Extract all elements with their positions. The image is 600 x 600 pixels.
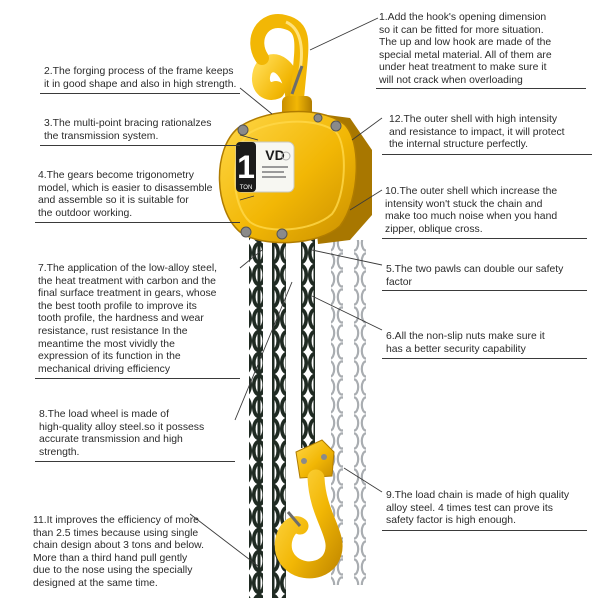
annotation-9-underline: [382, 530, 587, 531]
model-name: VD: [265, 147, 285, 163]
annotation-4: 4.The gears become trigonometry model, which is easier to disassemble and assemble so it is suitable for the outdoor working.: [38, 170, 213, 219]
annotation-7: 7.The application of the low-alloy steel, the heat treatment with carbon and the final surface treatment in gears, whose the best tooth profile to improve its tooth profile, the hardness and wear resistance, rust resistance In the meantime the most vividly the expression of its function in the mechanical driving efficiency: [38, 263, 218, 375]
annotation-5: 5.The two pawls can double our safety factor: [386, 264, 564, 288]
capacity-unit: TON: [239, 185, 253, 191]
annotation-9: 9.The load chain is made of high quality alloy steel. 4 times test can prove its safety factor is high enough.: [386, 490, 570, 527]
annotation-10-underline: [382, 238, 587, 239]
annotation-7-underline: [35, 378, 240, 379]
annotation-10: 10.The outer shell which increase the intensity won't stuck the chain and make too much noise when you hand zipper, oblique cross.: [385, 186, 558, 235]
annotation-5-underline: [382, 290, 587, 291]
annotation-2-underline: [40, 93, 240, 94]
annotation-8: 8.The load wheel is made of high-quality alloy steel.so it possess accurate transmission and high strength.: [39, 409, 205, 458]
annotation-3-underline: [40, 145, 240, 146]
annotation-8-underline: [35, 461, 235, 462]
annotation-3: 3.The multi-point bracing rationalzes the transmission system.: [44, 118, 212, 142]
annotation-1-underline: [376, 88, 586, 89]
annotation-4-underline: [35, 222, 240, 223]
annotation-2: 2.The forging process of the frame keeps it in good shape and also in high strength.: [44, 66, 237, 90]
annotation-1: 1.Add the hook's opening dimension so it can be fitted for more situation. The up and low hook are made of the special metal material. All of them are under heat treatment to make sure it will not crack when overloading: [379, 12, 552, 86]
capacity-number: 1: [237, 149, 255, 185]
annotation-12: 12.The outer shell with high intensity and resistance to impact, it will protect the internal structure perfectly.: [389, 114, 565, 151]
annotation-6-underline: [382, 358, 587, 359]
annotation-11: 11.It improves the efficiency of more than 2.5 times because using single chain design about 3 tons and below. More than a third hand pull gently due to the nose using the specially designed at the same time.: [33, 515, 204, 589]
annotation-12-underline: [382, 154, 592, 155]
annotation-6: 6.All the non-slip nuts make sure it has a better security capability: [386, 331, 545, 355]
